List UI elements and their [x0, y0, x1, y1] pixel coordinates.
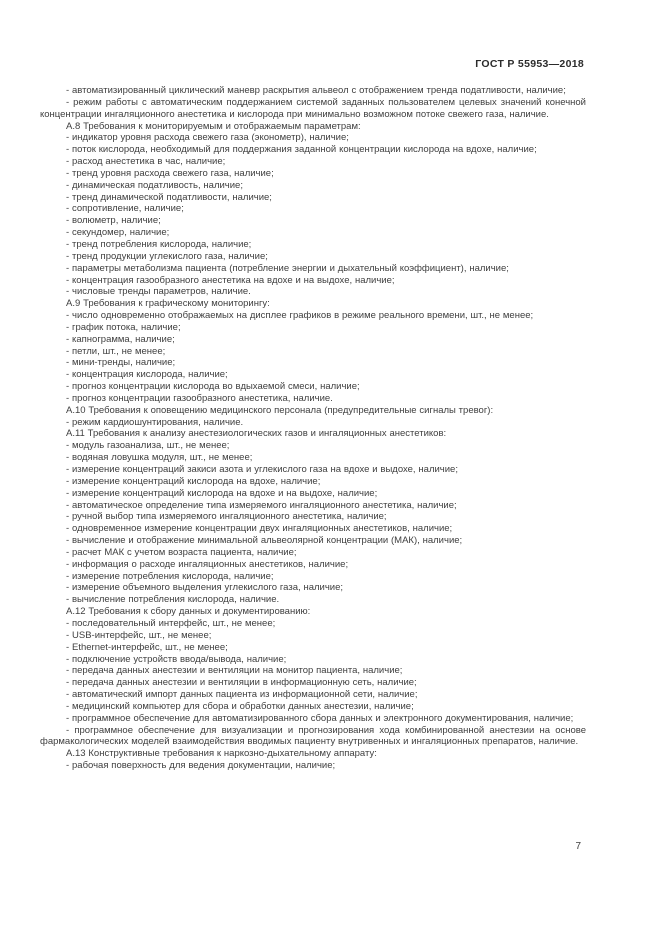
document-paragraph: А.10 Требования к оповещению медицинского персонала (предупредительные сигналы тревог): — [66, 404, 494, 416]
document-paragraph: - подключение устройств ввода/вывода, наличие; — [66, 653, 287, 665]
document-paragraph: - информация о расходе ингаляционных анестетиков, наличие; — [66, 558, 349, 570]
document-paragraph: - концентрация газообразного анестетика на вдохе и на выдохе, наличие; — [66, 274, 395, 286]
document-paragraph: - вычисление и отображение минимальной альвеолярной концентрации (МАК), наличие; — [66, 535, 463, 547]
document-paragraph: - рабочая поверхность для ведения документации, наличие; — [66, 760, 336, 772]
document-paragraph: А.9 Требования к графическому мониторингу: — [66, 298, 270, 310]
document-paragraph: - автоматический импорт данных пациента из информационной сети, наличие; — [66, 689, 418, 701]
document-paragraph: - автоматизированный циклический маневр раскрытия альвеол с отображением тренда податливости, наличие; — [66, 85, 566, 96]
document-paragraph: - автоматическое определение типа измеряемого ингаляционного анестетика, наличие; — [66, 499, 457, 511]
document-body — [40, 85, 586, 772]
document-paragraph: А.8 Требования к мониторируемым и отображаемым параметрам: — [66, 120, 361, 132]
document-paragraph: - волюметр, наличие; — [66, 215, 161, 227]
document-paragraph: - измерение потребления кислорода, наличие; — [66, 570, 274, 582]
document-paragraph: - параметры метаболизма пациента (потребление энергии и дыхательный коэффициент), наличие; — [66, 262, 509, 274]
document-paragraph: - график потока, наличие; — [66, 321, 181, 333]
document-paragraph: А.12 Требования к сбору данных и документированию: — [66, 606, 311, 618]
document-paragraph: - водяная ловушка модуля, шт., не менее; — [66, 452, 253, 464]
document-paragraph: - петли, шт., не менее; — [66, 345, 166, 357]
document-paragraph: - тренд потребления кислорода, наличие; — [66, 238, 252, 250]
document-paragraph: - Ethernet-интерфейс, шт., не менее; — [66, 641, 228, 653]
running-header-standard-number: ГОСТ Р 55953—2018 — [475, 58, 584, 70]
document-paragraph: - программное обеспечение для визуализации и прогнозирования хода комбинированной анестезии на основе фармакологических моделей взаимодействия вводимых пациенту внутривенных и ингаляционных препаратов, наличие. — [40, 724, 586, 748]
document-paragraph: - тренд динамической податливости, наличие; — [66, 191, 272, 203]
document-paragraph: - тренд продукции углекислого газа, наличие; — [66, 250, 268, 262]
document-paragraph: - USB-интерфейс, шт., не менее; — [66, 629, 212, 641]
document-paragraph: - модуль газоанализа, шт., не менее; — [66, 440, 230, 452]
document-paragraph: - сопротивление, наличие; — [66, 203, 184, 215]
document-paragraph: - капнограмма, наличие; — [66, 333, 175, 345]
document-paragraph: - тренд уровня расхода свежего газа, наличие; — [66, 167, 274, 179]
document-paragraph: - измерение концентраций кислорода на вдохе, наличие; — [66, 475, 321, 487]
document-paragraph: - расчет МАК с учетом возраста пациента, наличие; — [66, 546, 297, 558]
document-paragraph: - передача данных анестезии и вентиляции на монитор пациента, наличие; — [66, 665, 403, 677]
document-paragraph: - мини-тренды, наличие; — [66, 357, 176, 369]
document-paragraph: - измерение концентраций закиси азота и углекислого газа на вдохе и выдохе, наличие; — [66, 464, 458, 475]
document-paragraph: - концентрация кислорода, наличие; — [66, 369, 228, 381]
document-paragraph: - режим кардиошунтирования, наличие. — [66, 416, 244, 428]
document-paragraph: - число одновременно отображаемых на дисплее графиков в режиме реального времени, шт., не менее; — [66, 310, 534, 322]
document-paragraph: - измерение концентраций кислорода на вдохе и на выдохе, наличие; — [66, 487, 378, 499]
page-number: 7 — [575, 841, 581, 852]
document-paragraph: - передача данных анестезии и вентиляции в информационную сеть, наличие; — [66, 677, 417, 689]
document-paragraph: - одновременное измерение концентрации двух ингаляционных анестетиков, наличие; — [66, 523, 453, 535]
document-paragraph: - поток кислорода, необходимый для поддержания заданной концентрации кислорода на вдохе, наличие; — [66, 144, 537, 156]
document-paragraph: - прогноз концентрации газообразного анестетика, наличие. — [66, 392, 333, 404]
document-paragraph: - вычисление потребления кислорода, наличие. — [66, 594, 280, 606]
document-paragraph: А.11 Требования к анализу анестезиологических газов и ингаляционных анестетиков: — [66, 428, 447, 440]
document-paragraph: - индикатор уровня расхода свежего газа (эконометр), наличие; — [66, 132, 349, 144]
document-paragraph: - ручной выбор типа измеряемого ингаляционного анестетика, наличие; — [66, 511, 387, 523]
document-paragraph: - режим работы с автоматическим поддержанием системой заданных пользователем целевых значений конечной концентрации ингаляционного анестетика и кислорода при минимально возможном потоке свежего газа, наличие. — [40, 96, 586, 120]
document-paragraph: - расход анестетика в час, наличие; — [66, 156, 226, 168]
document-paragraph: - последовательный интерфейс, шт., не менее; — [66, 617, 276, 629]
document-paragraph: - измерение объемного выделения углекислого газа, наличие; — [66, 582, 344, 594]
document-paragraph: - программное обеспечение для автоматизированного сбора данных и электронного документирования, наличие; — [66, 712, 574, 724]
document-paragraph: А.13 Конструктивные требования к наркозно-дыхательному аппарату: — [66, 748, 377, 760]
document-paragraph: - прогноз концентрации кислорода во вдыхаемой смеси, наличие; — [66, 381, 360, 393]
document-paragraph: - секундомер, наличие; — [66, 227, 170, 239]
document-paragraph: - медицинский компьютер для сбора и обработки данных анестезии, наличие; — [66, 700, 414, 712]
document-paragraph: - динамическая податливость, наличие; — [66, 179, 243, 191]
document-paragraph: - числовые тренды параметров, наличие. — [66, 286, 251, 298]
